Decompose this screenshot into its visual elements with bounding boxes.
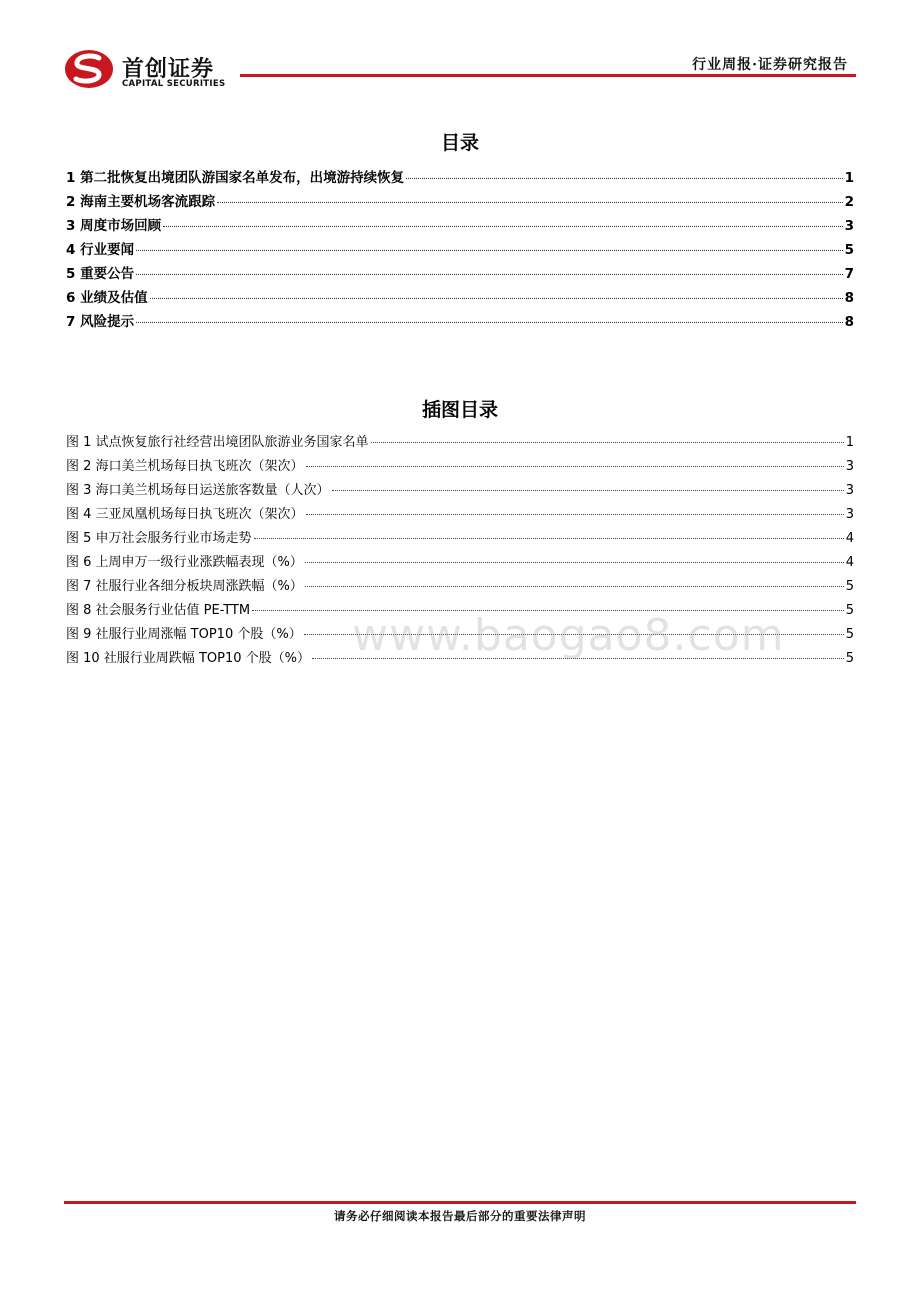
toc-item-page: 5 <box>844 242 854 258</box>
toc-item-label: 3 周度市场回顾 <box>66 218 162 234</box>
logo-chinese-name: 首创证券 <box>122 57 215 82</box>
toc-item[interactable] <box>66 166 854 190</box>
toc-leader-dots <box>163 226 843 227</box>
toc-list <box>66 166 854 334</box>
capital-securities-logo-icon <box>64 48 114 90</box>
figure-item-label: 图 2 海口美兰机场每日执飞班次（架次） <box>66 459 304 474</box>
figure-item-label: 图 1 试点恢复旅行社经营出境团队旅游业务国家名单 <box>66 435 369 450</box>
figure-item-page: 5 <box>845 579 854 594</box>
figure-item[interactable] <box>66 527 854 551</box>
toc-item-page: 1 <box>844 170 854 186</box>
figure-item-page: 5 <box>845 603 854 618</box>
toc-item-page: 2 <box>844 194 854 210</box>
figure-item-label: 图 10 社服行业周跌幅 TOP10 个股（%） <box>66 651 310 666</box>
figure-item-page: 3 <box>845 483 854 498</box>
figure-item-page: 5 <box>845 651 854 666</box>
report-type-label: 行业周报·证券研究报告 <box>692 57 848 73</box>
figure-item-label: 图 5 申万社会服务行业市场走势 <box>66 531 252 546</box>
toc-item-label: 4 行业要闻 <box>66 242 135 258</box>
footer-divider <box>64 1201 856 1204</box>
figure-item[interactable] <box>66 551 854 575</box>
toc-item-page: 7 <box>844 266 854 282</box>
figure-item-page: 3 <box>845 507 854 522</box>
figure-leader-dots <box>254 538 844 539</box>
figure-item-page: 3 <box>845 459 854 474</box>
figure-leader-dots <box>306 514 844 515</box>
page-header <box>64 44 856 96</box>
figure-item-label: 图 8 社会服务行业估值 PE-TTM <box>66 603 251 618</box>
toc-item-label: 6 业绩及估值 <box>66 290 148 306</box>
toc-item[interactable] <box>66 310 854 334</box>
toc-item-page: 3 <box>844 218 854 234</box>
figure-item-label: 图 9 社服行业周涨幅 TOP10 个股（%） <box>66 627 302 642</box>
figure-item[interactable] <box>66 431 854 455</box>
toc-title: 目录 <box>440 132 479 154</box>
toc-leader-dots <box>217 202 843 203</box>
figure-item-label: 图 6 上周申万一级行业涨跌幅表现（%） <box>66 555 303 570</box>
figure-item-label: 图 4 三亚凤凰机场每日执飞班次（架次） <box>66 507 304 522</box>
toc-leader-dots <box>136 250 843 251</box>
toc-item[interactable] <box>66 190 854 214</box>
figure-leader-dots <box>332 490 844 491</box>
logo-english-name: CAPITAL SECURITIES <box>122 79 226 89</box>
figure-leader-dots <box>371 442 844 443</box>
figure-item-label: 图 7 社服行业各细分板块周涨跌幅（%） <box>66 579 303 594</box>
toc-item-label: 2 海南主要机场客流跟踪 <box>66 194 216 210</box>
toc-leader-dots <box>406 178 843 179</box>
toc-leader-dots <box>136 274 843 275</box>
figure-list-title: 插图目录 <box>421 399 498 421</box>
toc-item[interactable] <box>66 238 854 262</box>
figure-item[interactable] <box>66 575 854 599</box>
footer-disclaimer: 请务必仔细阅读本报告最后部分的重要法律声明 <box>334 1209 586 1223</box>
toc-item-page: 8 <box>844 314 854 330</box>
header-divider <box>240 74 856 77</box>
figure-item[interactable] <box>66 503 854 527</box>
figure-item-label: 图 3 海口美兰机场每日运送旅客数量（人次） <box>66 483 330 498</box>
toc-leader-dots <box>150 298 843 299</box>
toc-item-page: 8 <box>844 290 854 306</box>
toc-item-label: 7 风险提示 <box>66 314 135 330</box>
figure-item-page: 1 <box>845 435 854 450</box>
company-logo <box>64 44 244 94</box>
figure-leader-dots <box>306 466 844 467</box>
watermark: www.baogao8.com <box>352 610 785 661</box>
figure-item-page: 4 <box>845 531 854 546</box>
toc-item-label: 1 第二批恢复出境团队游国家名单发布，出境游持续恢复 <box>66 170 405 186</box>
toc-leader-dots <box>136 322 843 323</box>
toc-item[interactable] <box>66 214 854 238</box>
toc-item[interactable] <box>66 286 854 310</box>
figure-item[interactable] <box>66 455 854 479</box>
toc-item-label: 5 重要公告 <box>66 266 135 282</box>
figure-leader-dots <box>305 586 844 587</box>
figure-item[interactable] <box>66 479 854 503</box>
figure-item-page: 4 <box>845 555 854 570</box>
toc-item[interactable] <box>66 262 854 286</box>
figure-item-page: 5 <box>845 627 854 642</box>
figure-leader-dots <box>305 562 844 563</box>
